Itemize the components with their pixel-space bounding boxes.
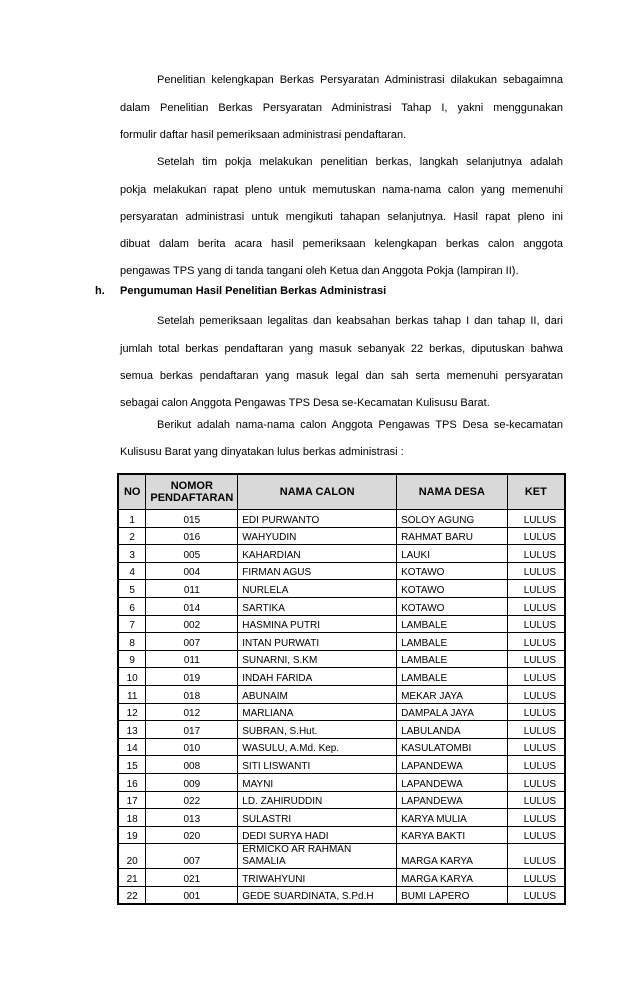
nomor-cell: 007 bbox=[146, 633, 238, 651]
no-cell: 21 bbox=[118, 869, 146, 887]
nama-calon-cell: TRIWAHYUNI bbox=[238, 869, 397, 887]
nama-desa-cell: KARYA BAKTI bbox=[397, 826, 508, 844]
nama-calon-cell: FIRMAN AGUS bbox=[238, 562, 397, 580]
nama-calon-cell: LD. ZAHIRUDDIN bbox=[238, 791, 397, 809]
section-heading bbox=[95, 285, 386, 297]
table-row bbox=[118, 738, 565, 756]
table-row bbox=[118, 844, 565, 869]
nama-desa-cell: LAPANDEWA bbox=[397, 756, 508, 774]
nomor-cell: 017 bbox=[146, 721, 238, 739]
paragraph-3-line-3: semua berkas pendaftaran yang masuk legal dan sah serta memenuhi persyaratan bbox=[120, 370, 563, 382]
nama-calon-cell: INDAH FARIDA bbox=[238, 668, 397, 686]
nomor-cell: 013 bbox=[146, 809, 238, 827]
paragraph-2-line-3: persyaratan administrasi untuk mengikuti tahapan selanjutnya. Hasil rapat pleno ini bbox=[120, 211, 563, 223]
nama-calon-cell: GEDE SUARDINATA, S.Pd.H bbox=[238, 886, 397, 904]
ket-cell: LULUS bbox=[507, 738, 565, 756]
table-row bbox=[118, 703, 565, 721]
nama-calon-cell: NURLELA bbox=[238, 580, 397, 598]
no-cell: 3 bbox=[118, 545, 146, 563]
no-cell: 6 bbox=[118, 597, 146, 615]
table-row bbox=[118, 791, 565, 809]
no-cell: 20 bbox=[118, 844, 146, 869]
nama-calon-cell: INTAN PURWATI bbox=[238, 633, 397, 651]
header-ket: KET bbox=[507, 474, 565, 510]
nomor-cell: 004 bbox=[146, 562, 238, 580]
paragraph-4-line-2: Kulisusu Barat yang dinyatakan lulus berkas administrasi : bbox=[120, 446, 404, 458]
table-row bbox=[118, 809, 565, 827]
nama-calon-cell: MAYNI bbox=[238, 773, 397, 791]
nama-desa-cell: DAMPALA JAYA bbox=[397, 703, 508, 721]
nama-desa-cell: MEKAR JAYA bbox=[397, 685, 508, 703]
header-no: NO bbox=[118, 474, 146, 510]
table-row bbox=[118, 545, 565, 563]
no-cell: 4 bbox=[118, 562, 146, 580]
paragraph-2-line-5: pengawas TPS yang di tanda tangani oleh Ketua dan Anggota Pokja (lampiran II). bbox=[120, 265, 519, 277]
nama-desa-cell: MARGA KARYA bbox=[397, 844, 508, 869]
ket-cell: LULUS bbox=[507, 562, 565, 580]
nomor-cell: 001 bbox=[146, 886, 238, 904]
no-cell: 10 bbox=[118, 668, 146, 686]
nomor-cell: 021 bbox=[146, 869, 238, 887]
table-row bbox=[118, 527, 565, 545]
nomor-cell: 011 bbox=[146, 650, 238, 668]
no-cell: 7 bbox=[118, 615, 146, 633]
paragraph-1-line-1: Penelitian kelengkapan Berkas Persyaratan Administrasi dilakukan sebagaimna bbox=[157, 74, 563, 86]
nama-desa-cell: KOTAWO bbox=[397, 562, 508, 580]
nama-desa-cell: LAUKI bbox=[397, 545, 508, 563]
ket-cell: LULUS bbox=[507, 791, 565, 809]
ket-cell: LULUS bbox=[507, 809, 565, 827]
table-row bbox=[118, 615, 565, 633]
no-cell: 2 bbox=[118, 527, 146, 545]
ket-cell: LULUS bbox=[507, 826, 565, 844]
ket-cell: LULUS bbox=[507, 527, 565, 545]
table-header-row bbox=[118, 474, 565, 510]
nama-desa-cell: LABULANDA bbox=[397, 721, 508, 739]
table-row bbox=[118, 650, 565, 668]
header-nomor-line-2: PENDAFTARAN bbox=[150, 492, 234, 504]
no-cell: 18 bbox=[118, 809, 146, 827]
paragraph-2-line-4: dibuat dalam berita acara hasil pemeriksaan kelengkapan berkas calon anggota bbox=[120, 238, 563, 250]
table-row bbox=[118, 756, 565, 774]
table-row bbox=[118, 633, 565, 651]
table-row bbox=[118, 886, 565, 904]
nomor-cell: 018 bbox=[146, 685, 238, 703]
nama-calon-cell: SITI LISWANTI bbox=[238, 756, 397, 774]
table-row bbox=[118, 597, 565, 615]
nama-calon-cell: WASULU, A.Md. Kep. bbox=[238, 738, 397, 756]
nomor-cell: 019 bbox=[146, 668, 238, 686]
ket-cell: LULUS bbox=[507, 869, 565, 887]
nomor-cell: 020 bbox=[146, 826, 238, 844]
nama-calon-cell: SUNARNI, S.KM bbox=[238, 650, 397, 668]
candidate-table bbox=[117, 473, 566, 905]
table-row bbox=[118, 562, 565, 580]
nama-calon-cell: HASMINA PUTRI bbox=[238, 615, 397, 633]
nomor-cell: 005 bbox=[146, 545, 238, 563]
no-cell: 13 bbox=[118, 721, 146, 739]
ket-cell: LULUS bbox=[507, 703, 565, 721]
nama-desa-cell: LAMBALE bbox=[397, 633, 508, 651]
ket-cell: LULUS bbox=[507, 580, 565, 598]
paragraph-3-line-4: sebagai calon Anggota Pengawas TPS Desa se-Kecamatan Kulisusu Barat. bbox=[120, 397, 490, 409]
no-cell: 8 bbox=[118, 633, 146, 651]
section-heading-letter: h. bbox=[95, 285, 105, 297]
nama-desa-cell: SOLOY AGUNG bbox=[397, 510, 508, 528]
ket-cell: LULUS bbox=[507, 545, 565, 563]
paragraph-3-line-2: jumlah total berkas pendaftaran yang masuk sebanyak 22 berkas, diputuskan bahwa bbox=[120, 343, 563, 355]
header-nama-calon: NAMA CALON bbox=[238, 474, 397, 510]
table-row bbox=[118, 668, 565, 686]
ket-cell: LULUS bbox=[507, 721, 565, 739]
nama-calon-cell: ABUNAIM bbox=[238, 685, 397, 703]
nomor-cell: 016 bbox=[146, 527, 238, 545]
ket-cell: LULUS bbox=[507, 633, 565, 651]
header-nama-desa: NAMA DESA bbox=[397, 474, 508, 510]
nama-calon-cell: WAHYUDIN bbox=[238, 527, 397, 545]
no-cell: 1 bbox=[118, 510, 146, 528]
no-cell: 22 bbox=[118, 886, 146, 904]
nomor-cell: 014 bbox=[146, 597, 238, 615]
nama-calon-cell: ERMICKO AR RAHMAN SAMALIA bbox=[238, 844, 397, 869]
nomor-cell: 002 bbox=[146, 615, 238, 633]
nama-calon-cell: DEDI SURYA HADI bbox=[238, 826, 397, 844]
no-cell: 19 bbox=[118, 826, 146, 844]
ket-cell: LULUS bbox=[507, 756, 565, 774]
nama-calon-cell: MARLIANA bbox=[238, 703, 397, 721]
nama-calon-cell: SULASTRI bbox=[238, 809, 397, 827]
nomor-cell: 012 bbox=[146, 703, 238, 721]
table-row bbox=[118, 685, 565, 703]
nomor-cell: 011 bbox=[146, 580, 238, 598]
nama-calon-cell: SUBRAN, S.Hut. bbox=[238, 721, 397, 739]
nama-desa-cell: KASULATOMBI bbox=[397, 738, 508, 756]
ket-cell: LULUS bbox=[507, 615, 565, 633]
paragraph-2-line-2: pokja melakukan rapat pleno untuk memutuskan nama-nama calon yang memenuhi bbox=[120, 184, 563, 196]
nama-calon-cell: EDI PURWANTO bbox=[238, 510, 397, 528]
nama-calon-cell: KAHARDIAN bbox=[238, 545, 397, 563]
section-heading-text: Pengumuman Hasil Penelitian Berkas Administrasi bbox=[120, 285, 387, 297]
ket-cell: LULUS bbox=[507, 668, 565, 686]
table-row bbox=[118, 826, 565, 844]
nama-desa-cell: LAMBALE bbox=[397, 668, 508, 686]
no-cell: 14 bbox=[118, 738, 146, 756]
table-row bbox=[118, 773, 565, 791]
ket-cell: LULUS bbox=[507, 510, 565, 528]
table-row bbox=[118, 721, 565, 739]
nama-desa-cell: KOTAWO bbox=[397, 597, 508, 615]
no-cell: 16 bbox=[118, 773, 146, 791]
table-row bbox=[118, 869, 565, 887]
header-nomor-pendaftaran bbox=[146, 474, 238, 510]
ket-cell: LULUS bbox=[507, 773, 565, 791]
nomor-cell: 010 bbox=[146, 738, 238, 756]
nama-desa-cell: LAMBALE bbox=[397, 650, 508, 668]
no-cell: 11 bbox=[118, 685, 146, 703]
nama-desa-cell: LAPANDEWA bbox=[397, 791, 508, 809]
table-row bbox=[118, 510, 565, 528]
table-row bbox=[118, 580, 565, 598]
nomor-cell: 022 bbox=[146, 791, 238, 809]
no-cell: 5 bbox=[118, 580, 146, 598]
paragraph-1-line-2: dalam Penelitian Berkas Persyaratan Administrasi Tahap I, yakni menggunakan bbox=[120, 102, 563, 114]
nama-desa-cell: LAMBALE bbox=[397, 615, 508, 633]
header-nomor-line-1: NOMOR bbox=[170, 480, 213, 492]
ket-cell: LULUS bbox=[507, 685, 565, 703]
nama-desa-cell: RAHMAT BARU bbox=[397, 527, 508, 545]
nomor-cell: 007 bbox=[146, 844, 238, 869]
no-cell: 15 bbox=[118, 756, 146, 774]
no-cell: 17 bbox=[118, 791, 146, 809]
nama-desa-cell: MARGA KARYA bbox=[397, 869, 508, 887]
no-cell: 9 bbox=[118, 650, 146, 668]
ket-cell: LULUS bbox=[507, 597, 565, 615]
nomor-cell: 009 bbox=[146, 773, 238, 791]
ket-cell: LULUS bbox=[507, 844, 565, 869]
nama-desa-cell: LAPANDEWA bbox=[397, 773, 508, 791]
nomor-cell: 015 bbox=[146, 510, 238, 528]
nama-calon-cell: SARTIKA bbox=[238, 597, 397, 615]
paragraph-2-line-1: Setelah tim pokja melakukan penelitian berkas, langkah selanjutnya adalah bbox=[157, 156, 563, 168]
nama-desa-cell: BUMI LAPERO bbox=[397, 886, 508, 904]
ket-cell: LULUS bbox=[507, 650, 565, 668]
paragraph-4-line-1: Berikut adalah nama-nama calon Anggota Pengawas TPS Desa se-kecamatan bbox=[157, 419, 563, 431]
no-cell: 12 bbox=[118, 703, 146, 721]
nama-desa-cell: KOTAWO bbox=[397, 580, 508, 598]
nama-desa-cell: KARYA MULIA bbox=[397, 809, 508, 827]
nomor-cell: 008 bbox=[146, 756, 238, 774]
paragraph-1-line-3: formulir daftar hasil pemeriksaan administrasi pendaftaran. bbox=[120, 129, 407, 141]
paragraph-3-line-1: Setelah pemeriksaan legalitas dan keabsahan berkas tahap I dan tahap II, dari bbox=[157, 315, 563, 327]
ket-cell: LULUS bbox=[507, 886, 565, 904]
